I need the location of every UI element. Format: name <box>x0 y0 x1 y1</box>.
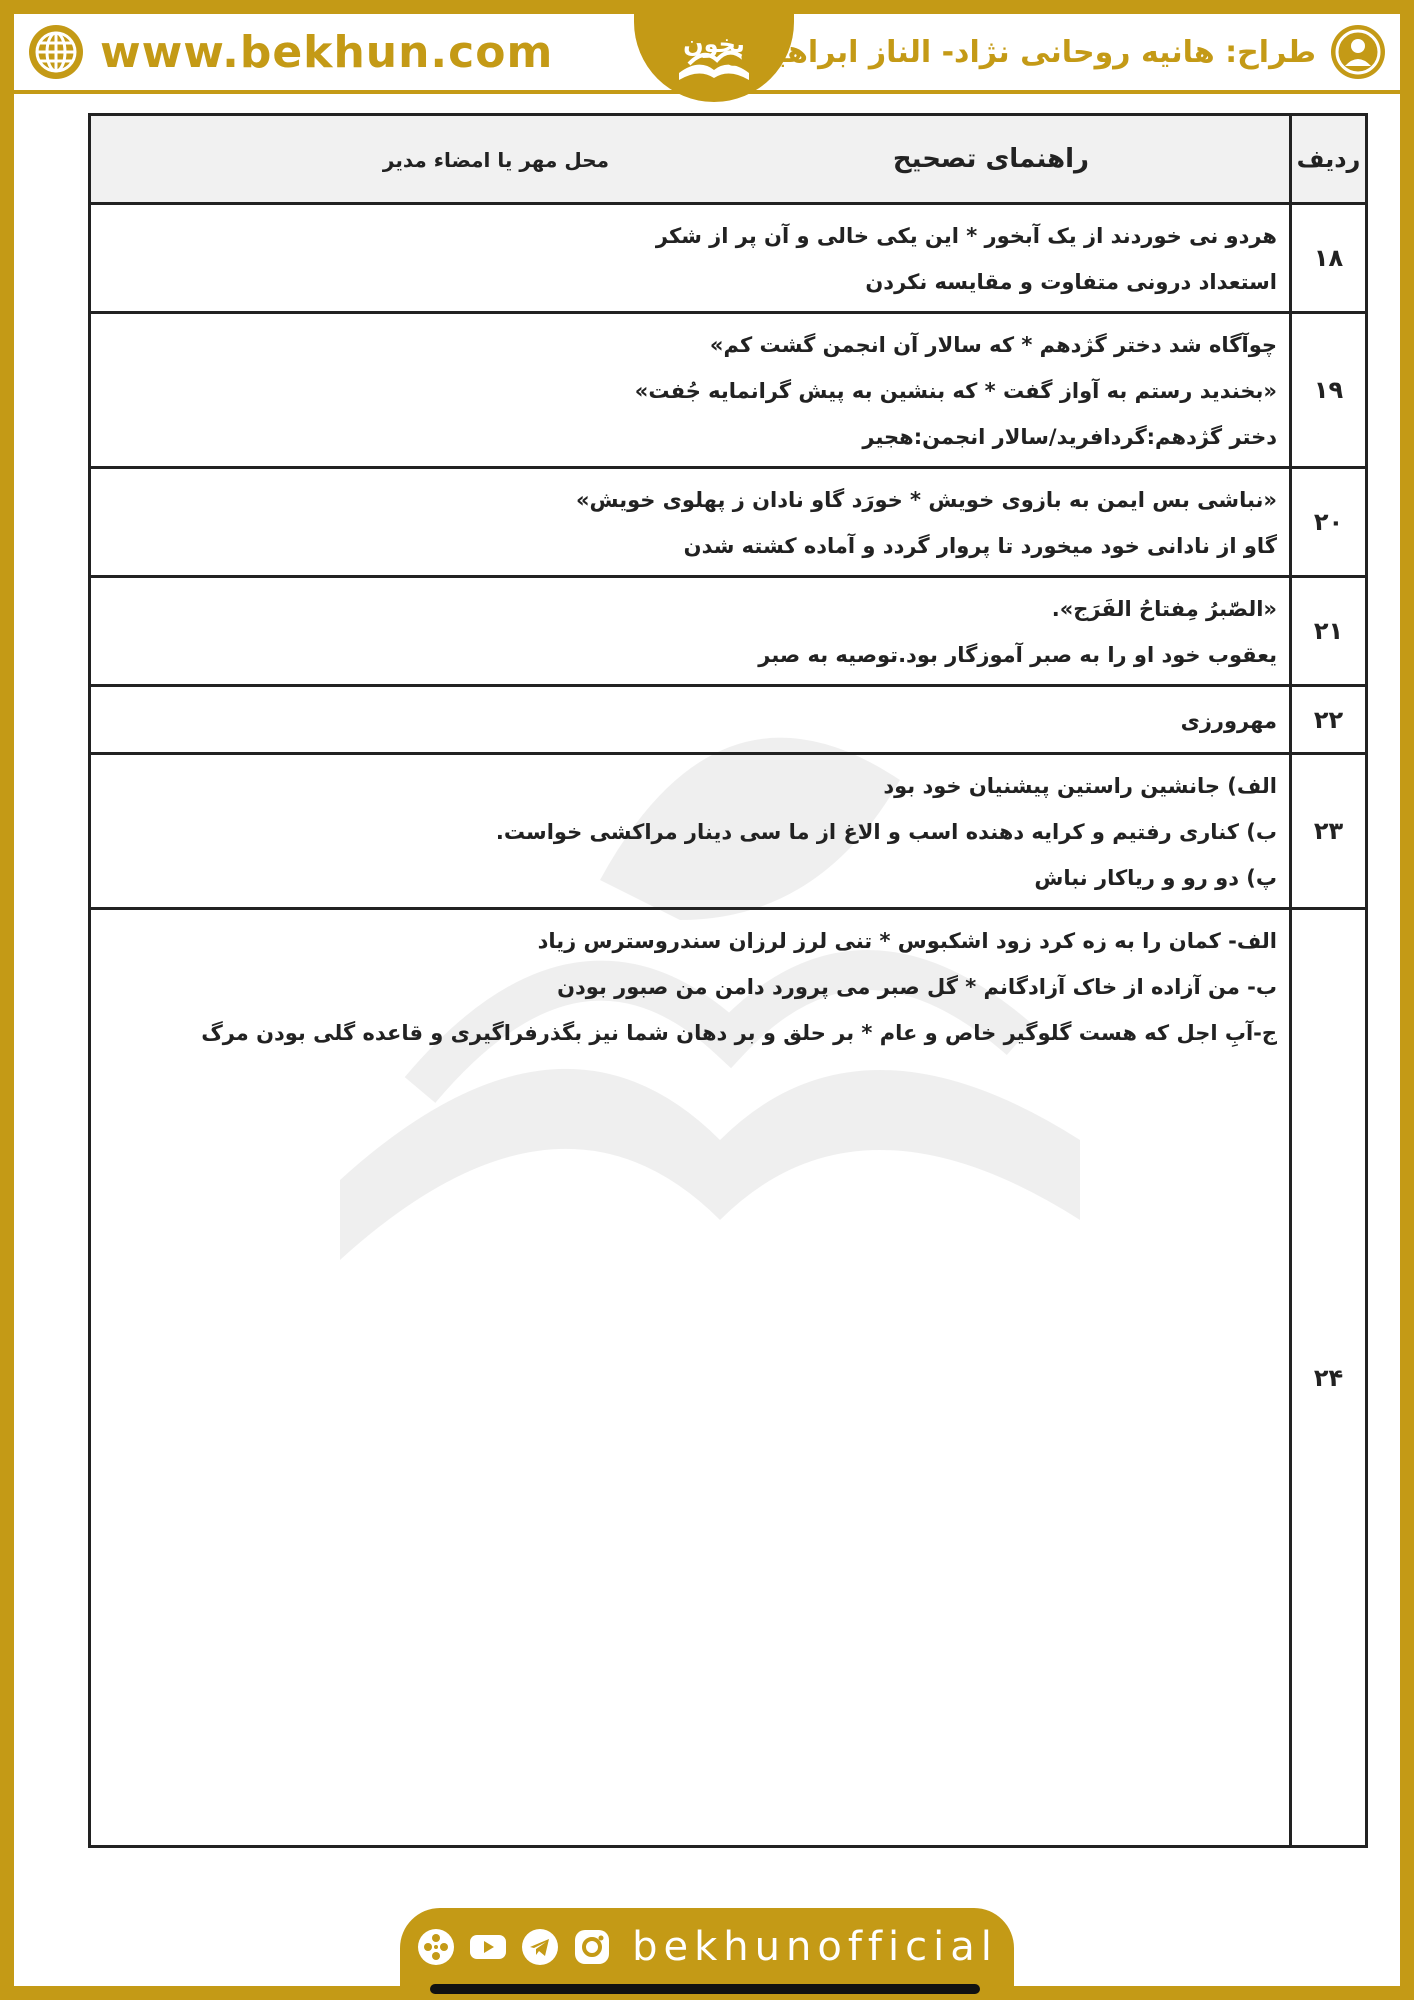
table-header-row <box>90 115 1367 204</box>
header <box>14 14 1400 90</box>
answer-line: «بخندید رستم به آواز گفت * که بنشین به پیش گرانمایه جُفت» <box>634 379 1277 403</box>
answer-line: الف- کمان را به زه کرد زود اشکبوس * تنی لرز لرزان سندروسترس زیاد <box>537 929 1277 953</box>
answer-line: پ) دو رو و ریاکار نباش <box>1034 866 1277 890</box>
instagram-icon[interactable] <box>572 1927 612 1967</box>
row-number: ۱۹ <box>1291 313 1367 468</box>
answer-line: هردو نی خوردند از یک آبخور * این یکی خالی و آن پر از شکر <box>655 224 1277 248</box>
header-stamp: محل مهر یا امضاء مدیر <box>382 148 609 172</box>
answer-cell <box>90 754 1291 909</box>
site-link[interactable] <box>26 20 553 84</box>
answer-line: ب- من آزاده از خاک آزادگانم * گل صبر می پرورد دامن من صبور بودن <box>557 975 1277 999</box>
designer-names: طراح: هانیه روحانی نژاد- الناز ابراهیمی <box>724 34 1316 70</box>
header-row-number: ردیف <box>1291 115 1367 204</box>
answer-cell <box>90 313 1291 468</box>
table-row <box>90 204 1367 313</box>
answer-line: «نباشی بس ایمن به بازوی خویش * خورَد گاو نادان ز پهلوی خویش» <box>575 488 1277 512</box>
answer-cell <box>90 204 1291 313</box>
row-number: ۲۰ <box>1291 468 1367 577</box>
answer-key-table <box>88 113 1368 1848</box>
answer-line: مهرورزی <box>1180 708 1277 733</box>
answer-line: «الصّبرُ مِفتاحُ الفَرَج». <box>1051 597 1277 621</box>
answer-line: دختر گژدهم:گردافرید/سالار انجمن:هجیر <box>862 425 1277 449</box>
table-row <box>90 468 1367 577</box>
table-row <box>90 754 1367 909</box>
answer-line: یعقوب خود او را به صبر آموزگار بود.توصیه به صبر <box>758 643 1277 667</box>
row-number: ۲۱ <box>1291 577 1367 686</box>
logo-text: بخون <box>683 30 745 58</box>
answer-line: الف) جانشین راستین پیشنیان خود بود <box>883 774 1277 798</box>
social-handle[interactable]: bekhunofficial <box>632 1924 998 1970</box>
header-guide-cell <box>90 115 1291 204</box>
telegram-icon[interactable] <box>520 1927 560 1967</box>
answer-line: گاو از نادانی خود میخورد تا پروار گردد و آماده کشته شدن <box>683 534 1277 558</box>
answer-line: استعداد درونی متفاوت و مقایسه نکردن <box>865 270 1277 294</box>
answer-cell <box>90 909 1291 1847</box>
designer-info <box>724 20 1388 84</box>
answer-line: ب) کناری رفتیم و کرایه دهنده اسب و الاغ از ما سی دینار مراکشی خواست. <box>495 820 1277 844</box>
answer-cell <box>90 577 1291 686</box>
site-url[interactable]: www.bekhun.com <box>100 26 554 78</box>
social-footer <box>400 1908 1014 1986</box>
row-number: ۲۳ <box>1291 754 1367 909</box>
row-number: ۲۴ <box>1291 909 1367 1847</box>
table-row <box>90 313 1367 468</box>
row-number: ۲۲ <box>1291 686 1367 754</box>
film-reel-icon[interactable] <box>416 1927 456 1967</box>
answer-line: چوآگاه شد دختر گژدهم * که سالار آن انجمن گشت کم» <box>709 333 1277 357</box>
answer-cell <box>90 686 1291 754</box>
table-row <box>90 909 1367 1847</box>
header-guide: راهنمای تصحیح <box>892 144 1089 174</box>
globe-icon <box>26 22 86 82</box>
row-number: ۱۸ <box>1291 204 1367 313</box>
answer-cell <box>90 468 1291 577</box>
table-row <box>90 577 1367 686</box>
youtube-icon[interactable] <box>468 1927 508 1967</box>
answer-line: ج-آبِ اجل که هست گلوگیر خاص و عام * بر حلق و بر دهان شما نیز بگذرفراگیری و قاعده گلی بودن مرگ <box>201 1021 1277 1045</box>
table-row <box>90 686 1367 754</box>
user-icon <box>1328 22 1388 82</box>
footer-shadow <box>430 1984 980 1994</box>
